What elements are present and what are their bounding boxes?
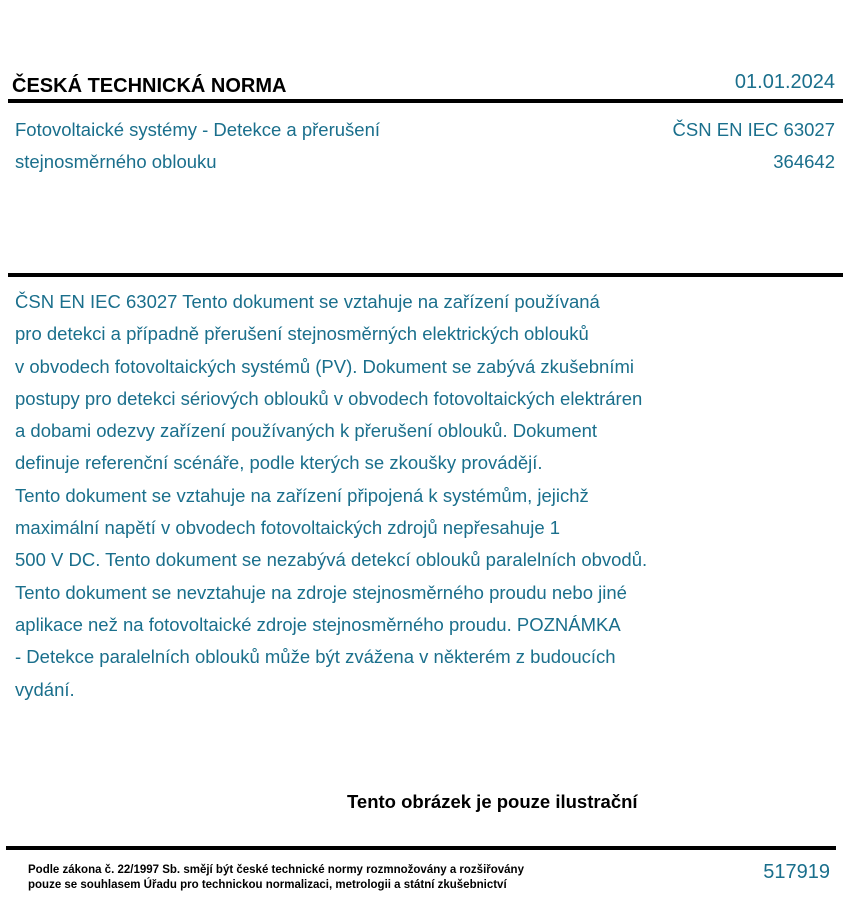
abstract-text: ČSN EN IEC 63027 Tento dokument se vztahuje na zařízení používaná pro detekci a případně přerušení stejnosměrných elektrických oblouků v obvodech fotovoltaických systémů (PV). Dokument se zabývá zkušebními postupy pro detekci sériových oblouků v obvodech fotovoltaických elektráren a dobami odezvy zařízení používaných k přerušení oblouků. Dokument definuje referenční scénáře, podle kterých se zkoušky provádějí. Tento dokument se vztahuje na zařízení připojená k systémům, jejichž maximální napětí v obvodech fotovoltaických zdrojů nepřesahuje 1 500 V DC. Tento dokument se nezabývá detekcí oblouků paralelních obvodů. Tento dokument se nevztahuje na zdroje stejnosměrného proudu nebo jiné aplikace než na fotovoltaické zdroje stejnosměrného proudu. POZNÁMKA - Detekce paralelních oblouků může být zvážena v některém z budoucích vydání.	[15, 291, 648, 700]
document-meta	[673, 114, 835, 178]
abstract-divider	[8, 273, 843, 277]
norm-header-title: ČESKÁ TECHNICKÁ NORMA	[12, 75, 287, 97]
header-divider	[8, 99, 843, 103]
document-title: Fotovoltaické systémy - Detekce a přerušení stejnosměrného oblouku	[15, 119, 381, 172]
publication-date: 01.01.2024	[734, 71, 835, 93]
standard-code: ČSN EN IEC 63027	[672, 119, 835, 140]
illustration-note: Tento obrázek je pouze ilustrační	[347, 791, 638, 812]
document-number: 517919	[763, 861, 830, 883]
footer-divider	[6, 846, 836, 850]
class-number: 364642	[773, 151, 835, 172]
legal-notice: Podle zákona č. 22/1997 Sb. smějí být české technické normy rozmnožovány a rozšiřovány pouze se souhlasem Úřadu pro technickou normalizaci, metrologii a státní zkušebnictví	[28, 864, 524, 891]
